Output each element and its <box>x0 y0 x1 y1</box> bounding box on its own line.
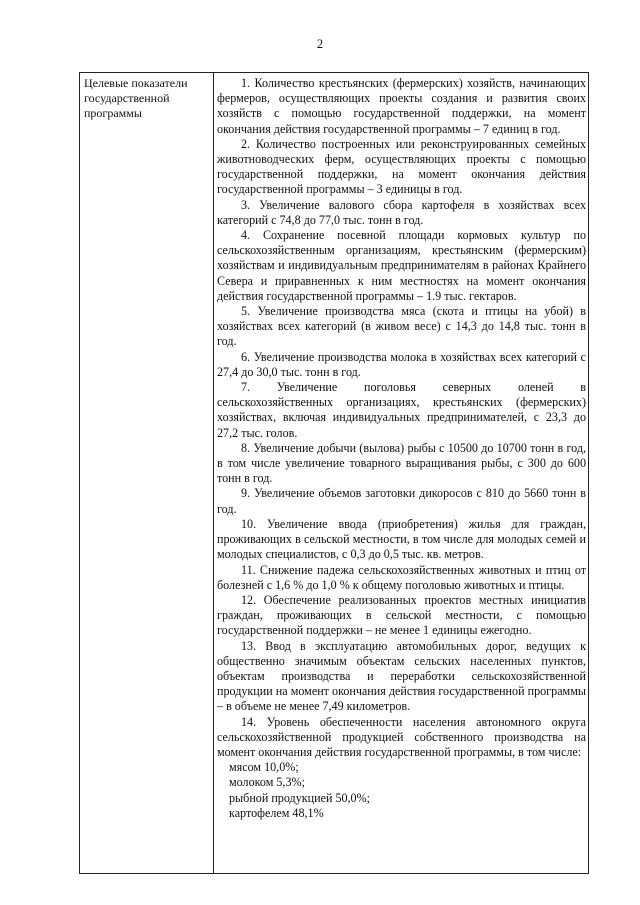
indicator-item-11: 11. Снижение падежа сельскохозяйственных животных и птиц от болезней с 1,6 % до 1,0 % к общему поголовью животных и птицы. <box>217 562 586 592</box>
indicator-item-4: 4. Сохранение посевной площади кормовых культур по сельскохозяйственным организациям, крестьянским (фермерским) хозяйствам и индивидуальным предпринимателям в районах Крайнего Севера и приравненных к ним местностях на момент окончания действия государственной программы – 1.9 тыс. гектаров. <box>217 228 586 303</box>
sub-item-meat: мясом 10,0%; <box>229 760 299 775</box>
indicator-item-2: 2. Количество построенных или реконструированных семейных животноводческих ферм, осуществляющих проекты с помощью государственной поддержки, на момент окончания действия государственной программы – 3 единицы в год. <box>217 136 586 197</box>
indicator-item-6: 6. Увеличение производства молока в хозяйствах всех категорий с 27,4 до 30,0 тыс. тонн в год. <box>217 349 586 379</box>
sub-item-milk: молоком 5,3%; <box>229 775 305 790</box>
indicator-item-1: 1. Количество крестьянских (фермерских) хозяйств, начинающих фермеров, осуществляющих проекты создания и развития своих хозяйств с помощью государственной поддержки, на момент окончания действия государственной программы – 7 единиц в год. <box>217 76 586 136</box>
supply-sub-list <box>217 760 586 821</box>
indicator-item-8: 8. Увеличение добычи (вылова) рыбы с 10500 до 10700 тонн в год, в том числе увеличение товарного выращивания рыбы, с 300 до 600 тонн в год. <box>217 440 586 486</box>
program-table <box>79 72 589 874</box>
indicators-cell <box>217 76 586 821</box>
indicator-item-14: 14. Уровень обеспеченности населения автономного округа сельскохозяйственной продукцией собственного производства на момент окончания действия государственной программы, в том числе: <box>217 714 586 759</box>
sub-item-fish: рыбной продукцией 50,0%; <box>229 790 371 805</box>
indicator-item-5: 5. Увеличение производства мяса (скота и птицы на убой) в хозяйствах всех категорий (в живом весе) с 14,3 до 14,8 тыс. тонн в год. <box>217 304 586 349</box>
column-divider <box>213 73 214 873</box>
indicator-item-9: 9. Увеличение объемов заготовки дикоросов с 810 до 5660 тонн в год. <box>217 486 586 516</box>
indicator-item-12: 12. Обеспечение реализованных проектов местных инициатив граждан, проживающих в сельской местности, с помощью государственной поддержки – не менее 1 единицы ежегодно. <box>217 592 586 638</box>
indicator-item-3: 3. Увеличение валового сбора картофеля в хозяйствах всех категорий с 74,8 до 77,0 тыс. тонн в год. <box>217 197 586 227</box>
indicator-item-13: 13. Ввод в эксплуатацию автомобильных дорог, ведущих к общественно значимым объектам сельских населенных пунктов, объектам производства и переработки сельскохозяйственной продукции на момент окончания действия государственной программы – в объеме не менее 7,49 километров. <box>217 638 586 714</box>
indicator-item-7: 7. Увеличение поголовья северных оленей в сельскохозяйственных организациях, крестьянских (фермерских) хозяйствах, включая индивидуальных предпринимателей, с 23,3 до 27,2 тыс. голов. <box>217 380 586 440</box>
indicator-item-10: 10. Увеличение ввода (приобретения) жилья для граждан, проживающих в сельской местности, в том числе для молодых семей и молодых специалистов, с 0,3 до 0,5 тыс. кв. метров. <box>217 516 586 562</box>
row-label: Целевые показатели государственной программы <box>84 76 188 121</box>
page-number: 2 <box>316 37 324 51</box>
sub-item-potato: картофелем 48,1% <box>229 805 324 820</box>
